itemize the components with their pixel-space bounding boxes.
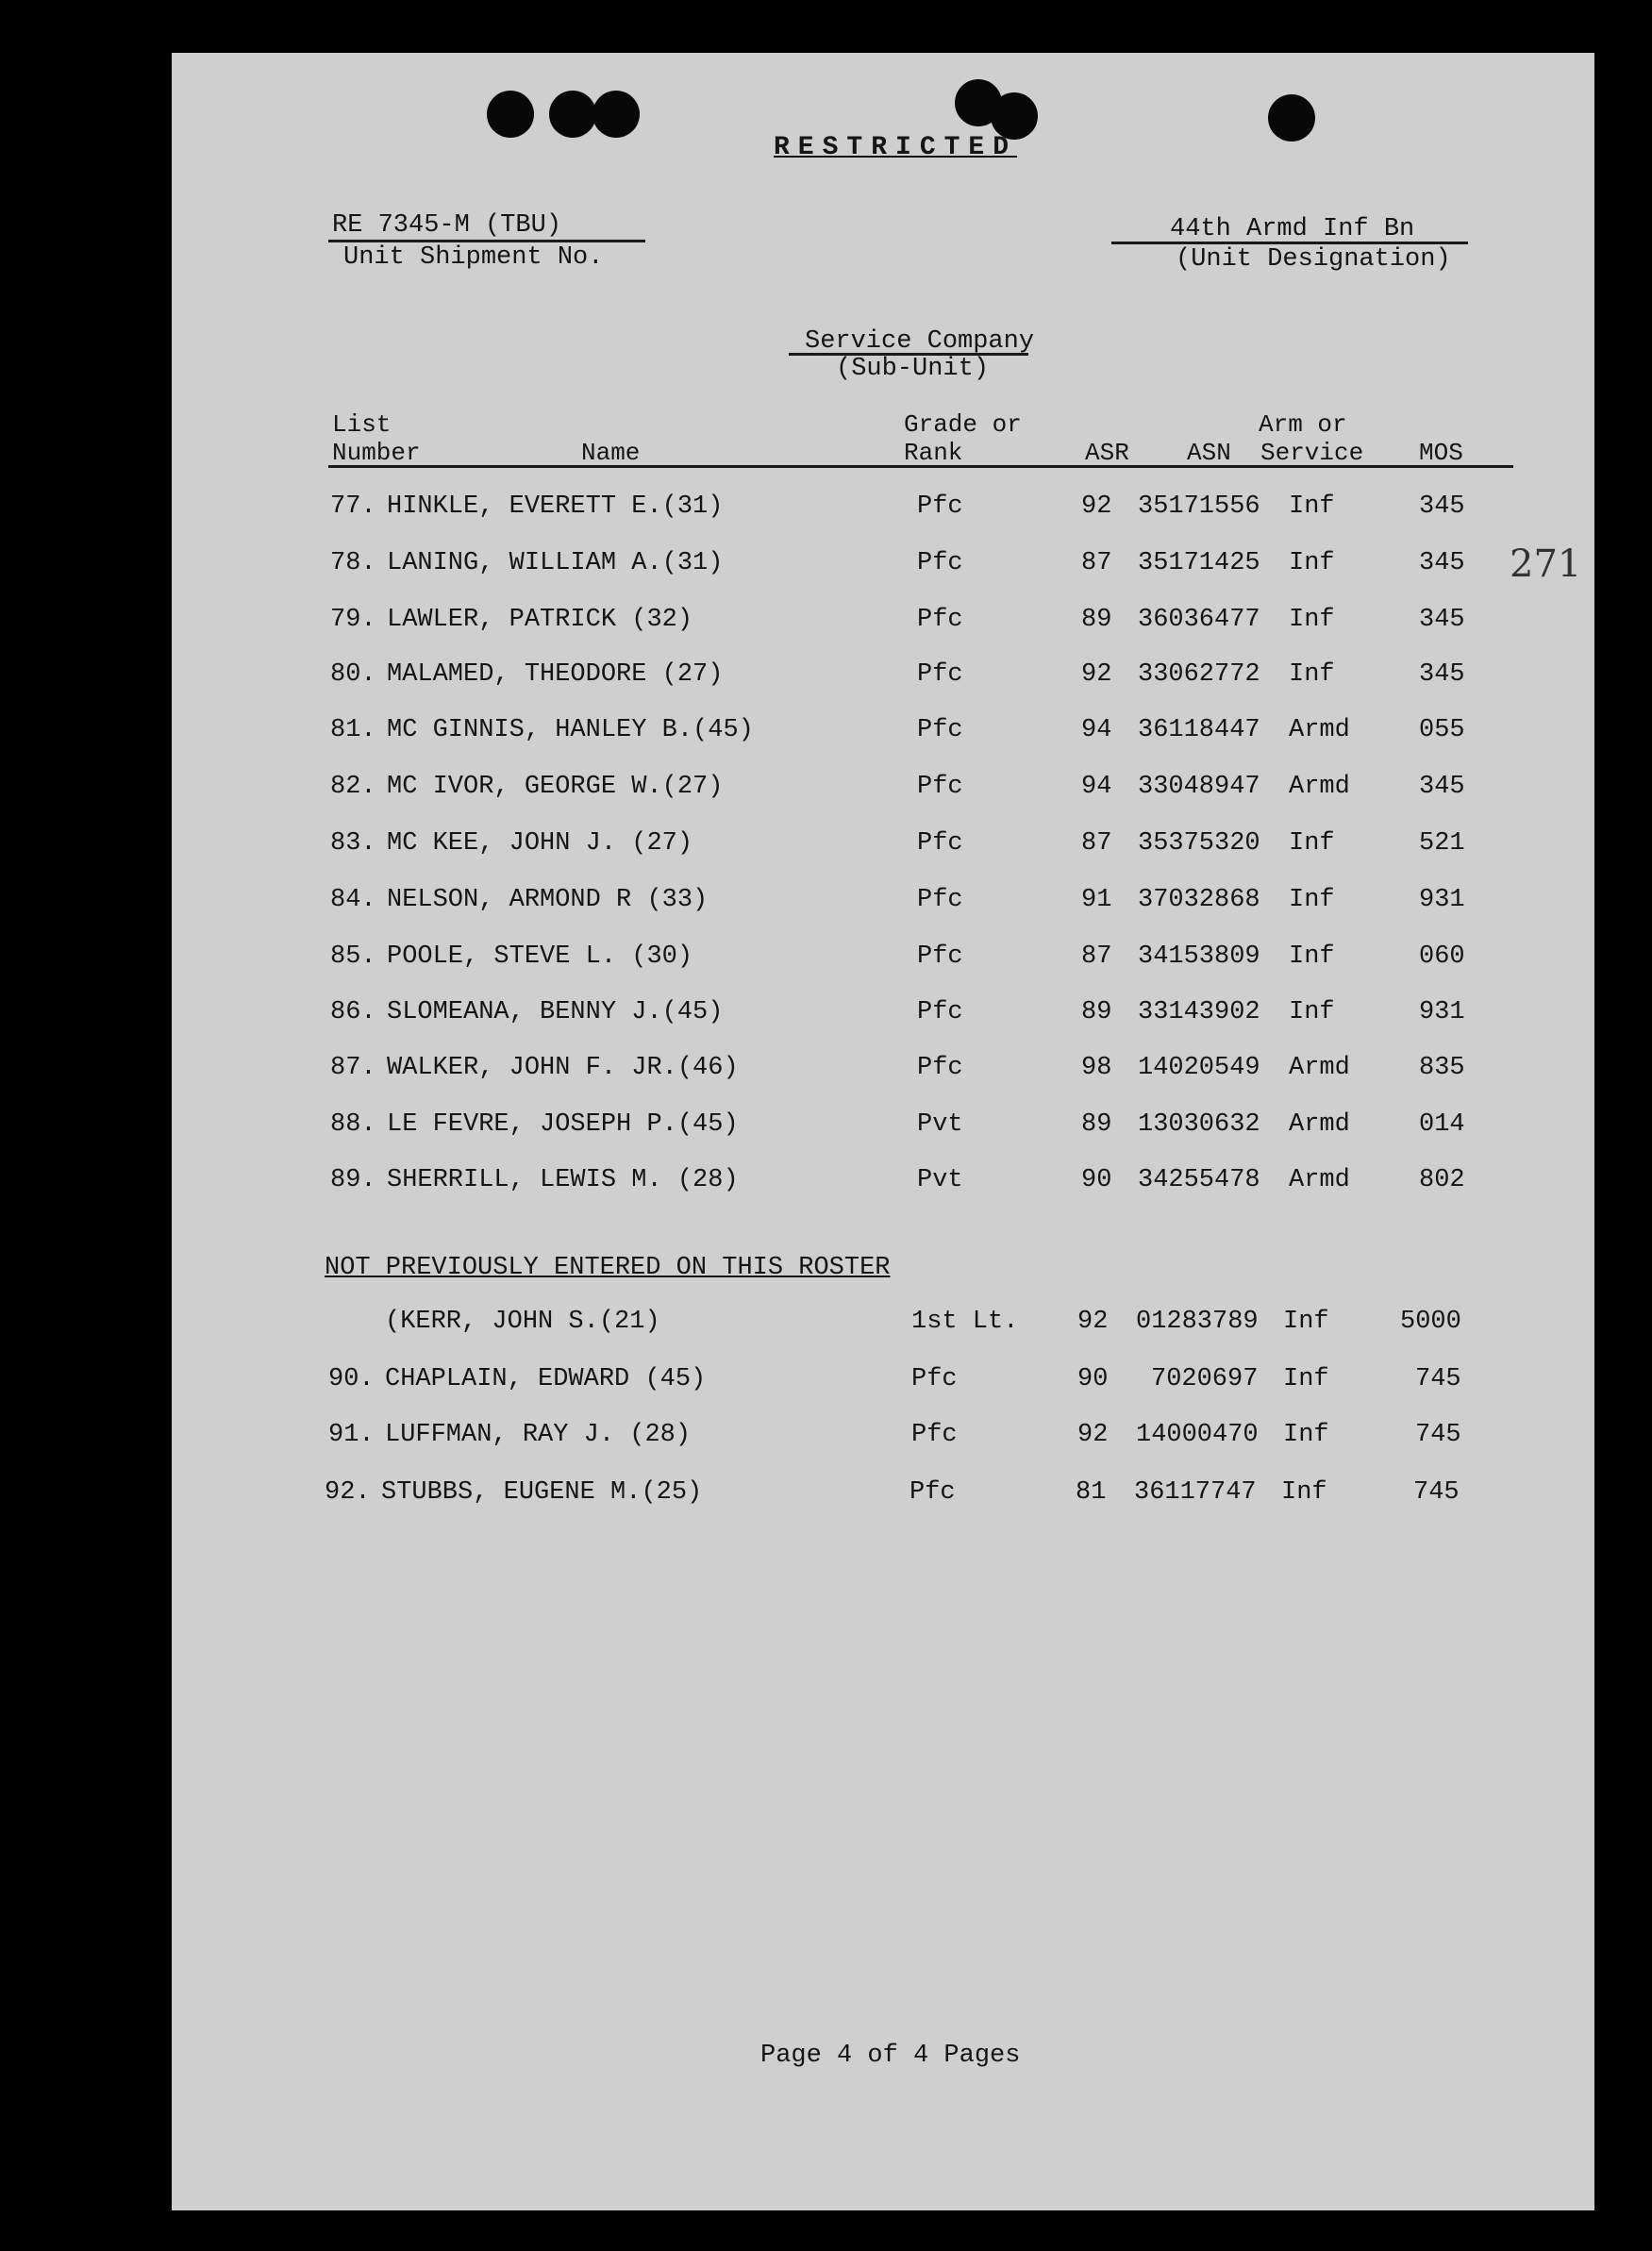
row-number: 77. [330,492,376,521]
row-mos: 835 [1419,1054,1465,1082]
row-asr: 92 [1081,660,1112,689]
document-page [172,53,1594,2210]
row-number: 87. [330,1054,376,1082]
row-name: MC GINNIS, HANLEY B.(45) [387,716,754,744]
restricted-title: RESTRICTED [774,133,1018,162]
row-grade: Pfc [917,660,963,689]
row-name: WALKER, JOHN F. JR.(46) [387,1054,739,1082]
row-mos: 931 [1419,886,1465,914]
row-arm: Inf [1281,1478,1327,1507]
row-asr: 81 [1076,1478,1107,1507]
row-grade: Pfc [917,886,963,914]
row-asr: 90 [1077,1365,1109,1393]
col-mos: MOS [1419,439,1463,467]
row-grade: Pfc [917,998,963,1026]
row-asn: 33062772 [1138,660,1260,689]
row-grade: Pfc [917,549,963,577]
row-asr: 89 [1081,606,1112,634]
row-asr: 94 [1081,773,1112,801]
row-mos: 521 [1419,829,1465,858]
row-arm: Armd [1289,773,1350,801]
row-number: 91. [328,1421,375,1449]
shipment-number: RE 7345-M (TBU) [332,211,562,240]
row-grade: Pfc [909,1478,956,1507]
row-number: 84. [330,886,376,914]
row-asr: 92 [1077,1421,1109,1449]
row-arm: Inf [1283,1365,1329,1393]
punch-hole [549,91,596,138]
row-arm: Inf [1289,998,1335,1026]
page-stamp-number: 271 [1510,542,1582,586]
row-name: NELSON, ARMOND R (33) [387,886,709,914]
row-grade: 1st Lt. [911,1308,1019,1336]
row-asn: 13030632 [1138,1110,1260,1139]
row-number: 85. [330,942,376,971]
row-number: 88. [330,1110,376,1139]
row-mos: 745 [1415,1421,1461,1449]
col-grade: Grade or [904,410,1022,439]
punch-hole [487,91,534,138]
row-name: LAWLER, PATRICK (32) [387,606,693,634]
row-grade: Pfc [911,1365,958,1393]
col-arm-2: Service [1260,439,1364,467]
row-grade: Pfc [917,492,963,521]
col-asn: ASN [1187,439,1231,467]
row-asr: 91 [1081,886,1112,914]
row-asr: 89 [1081,998,1112,1026]
row-mos: 745 [1413,1478,1460,1507]
row-asn: 36036477 [1138,606,1260,634]
row-asn: 35375320 [1138,829,1260,858]
row-name: (KERR, JOHN S.(21) [385,1308,660,1336]
row-number: 79. [330,606,376,634]
row-asn: 34153809 [1138,942,1260,971]
unit-designation-rule [1111,242,1468,244]
row-mos: 060 [1419,942,1465,971]
row-number: 78. [330,549,376,577]
row-mos: 345 [1419,549,1465,577]
row-name: MALAMED, THEODORE (27) [387,660,724,689]
row-name: HINKLE, EVERETT E.(31) [387,492,724,521]
row-arm: Inf [1283,1421,1329,1449]
row-arm: Inf [1289,660,1335,689]
section-heading: NOT PREVIOUSLY ENTERED ON THIS ROSTER [325,1254,891,1282]
col-name: Name [581,439,641,467]
row-arm: Inf [1289,942,1335,971]
row-name: LE FEVRE, JOSEPH P.(45) [387,1110,739,1139]
col-list-number: List [332,410,392,439]
shipment-rule [328,240,645,242]
row-grade: Pfc [917,829,963,858]
row-number: 92. [325,1478,371,1507]
row-name: SLOMEANA, BENNY J.(45) [387,998,724,1026]
row-asn: 14000470 [1136,1421,1259,1449]
row-asn: 37032868 [1138,886,1260,914]
row-number: 82. [330,773,376,801]
row-asn: 14020549 [1138,1054,1260,1082]
row-number: 89. [330,1166,376,1194]
row-asr: 87 [1081,942,1112,971]
row-name: CHAPLAIN, EDWARD (45) [385,1365,707,1393]
row-asn: 33143902 [1138,998,1260,1026]
row-asn: 7020697 [1151,1365,1259,1393]
row-mos: 055 [1419,716,1465,744]
row-arm: Inf [1289,549,1335,577]
row-asr: 87 [1081,549,1112,577]
row-grade: Pfc [917,1054,963,1082]
unit-designation-label: (Unit Designation) [1176,245,1451,274]
col-list-number-2: Number [332,439,421,467]
row-number: 90. [328,1365,375,1393]
row-name: LUFFMAN, RAY J. (28) [385,1421,692,1449]
row-arm: Armd [1289,1166,1350,1194]
row-mos: 931 [1419,998,1465,1026]
row-number: 83. [330,829,376,858]
shipment-label: Unit Shipment No. [343,243,604,272]
row-number: 80. [330,660,376,689]
row-mos: 802 [1419,1166,1465,1194]
row-arm: Inf [1289,606,1335,634]
row-grade: Pvt [917,1166,963,1194]
row-mos: 745 [1415,1365,1461,1393]
row-asn: 34255478 [1138,1166,1260,1194]
row-arm: Inf [1283,1308,1329,1336]
col-asr: ASR [1085,439,1129,467]
row-grade: Pfc [917,773,963,801]
row-asn: 35171556 [1138,492,1260,521]
row-name: MC IVOR, GEORGE W.(27) [387,773,724,801]
row-name: SHERRILL, LEWIS M. (28) [387,1166,739,1194]
row-mos: 5000 [1400,1308,1461,1336]
row-asn: 35171425 [1138,549,1260,577]
row-arm: Armd [1289,1110,1350,1139]
sub-unit: Service Company [805,327,1035,356]
sub-unit-label: (Sub-Unit) [836,355,990,383]
row-arm: Inf [1289,886,1335,914]
row-name: LANING, WILLIAM A.(31) [387,549,724,577]
row-name: MC KEE, JOHN J. (27) [387,829,693,858]
punch-hole [1268,94,1315,142]
row-arm: Armd [1289,1054,1350,1082]
row-number: 86. [330,998,376,1026]
row-asr: 98 [1081,1054,1112,1082]
punch-hole [592,91,640,138]
row-grade: Pvt [917,1110,963,1139]
row-mos: 345 [1419,660,1465,689]
unit-designation: 44th Armd Inf Bn [1170,215,1415,243]
row-number: 81. [330,716,376,744]
row-asn: 01283789 [1136,1308,1259,1336]
col-grade-2: Rank [904,439,963,467]
row-asr: 89 [1081,1110,1112,1139]
row-mos: 345 [1419,606,1465,634]
row-asn: 33048947 [1138,773,1260,801]
row-arm: Inf [1289,829,1335,858]
row-asr: 92 [1077,1308,1109,1336]
page-footer: Page 4 of 4 Pages [760,2042,1021,2070]
row-name: STUBBS, EUGENE M.(25) [381,1478,703,1507]
col-arm: Arm or [1259,410,1347,439]
row-asr: 90 [1081,1166,1112,1194]
row-grade: Pfc [917,716,963,744]
row-mos: 345 [1419,492,1465,521]
row-name: POOLE, STEVE L. (30) [387,942,693,971]
row-arm: Armd [1289,716,1350,744]
row-asr: 94 [1081,716,1112,744]
row-asn: 36117747 [1134,1478,1257,1507]
row-mos: 345 [1419,773,1465,801]
row-asn: 36118447 [1138,716,1260,744]
row-grade: Pfc [911,1421,958,1449]
row-mos: 014 [1419,1110,1465,1139]
row-arm: Inf [1289,492,1335,521]
header-rule [328,465,1513,468]
row-asr: 87 [1081,829,1112,858]
row-grade: Pfc [917,606,963,634]
row-grade: Pfc [917,942,963,971]
row-asr: 92 [1081,492,1112,521]
